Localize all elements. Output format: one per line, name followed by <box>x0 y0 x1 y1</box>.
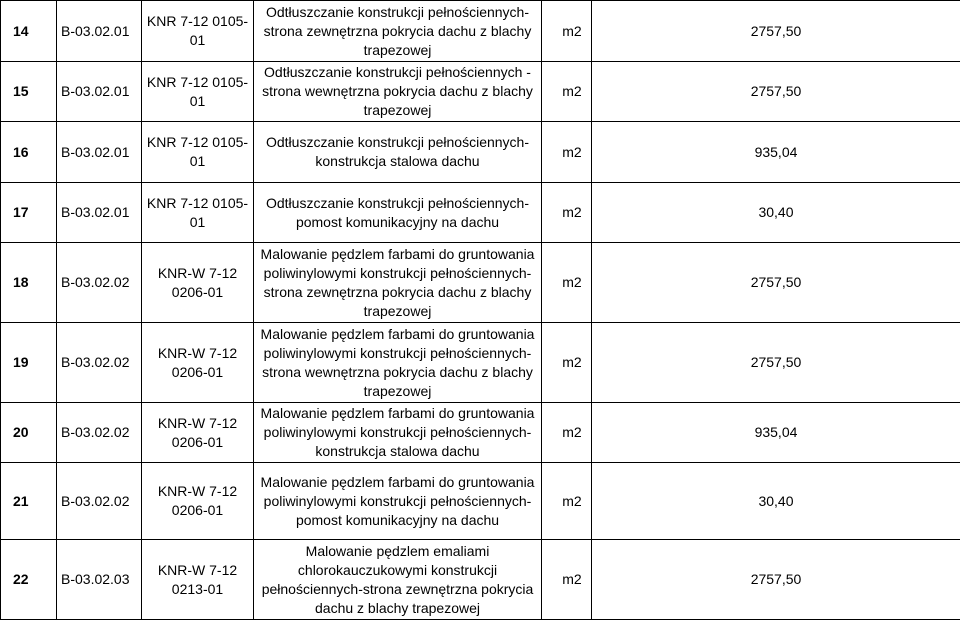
quantity: 2757,50 <box>592 62 960 122</box>
unit: m2 <box>542 62 592 122</box>
catalog-ref: KNR-W 7-12 0213-01 <box>142 540 254 620</box>
unit: m2 <box>542 463 592 540</box>
quantity: 2757,50 <box>592 1 960 62</box>
row-number: 22 <box>1 540 57 620</box>
catalog-ref: KNR 7-12 0105-01 <box>142 122 254 183</box>
table-row <box>1 463 960 540</box>
spec-code: B-03.02.02 <box>57 403 142 463</box>
unit: m2 <box>542 183 592 243</box>
work-description: Malowanie pędzlem farbami do gruntowania poliwinylowymi konstrukcji pełnościennych-konstrukcja stalowa dachu <box>254 403 542 463</box>
spec-code: B-03.02.01 <box>57 122 142 183</box>
spec-code: B-03.02.02 <box>57 323 142 403</box>
table-row <box>1 540 960 620</box>
unit: m2 <box>542 403 592 463</box>
spec-code: B-03.02.02 <box>57 463 142 540</box>
row-number: 18 <box>1 243 57 323</box>
row-number: 14 <box>1 1 57 62</box>
unit: m2 <box>542 243 592 323</box>
quantity: 30,40 <box>592 463 960 540</box>
work-description: Malowanie pędzlem emaliami chlorokauczukowymi konstrukcji pełnościennych-strona zewnętrzna pokrycia dachu z blachy trapezowej <box>254 540 542 620</box>
spec-code: B-03.02.01 <box>57 1 142 62</box>
catalog-ref: KNR 7-12 0105-01 <box>142 62 254 122</box>
catalog-ref: KNR-W 7-12 0206-01 <box>142 323 254 403</box>
spec-code: B-03.02.02 <box>57 243 142 323</box>
row-number: 16 <box>1 122 57 183</box>
unit: m2 <box>542 323 592 403</box>
row-number: 20 <box>1 403 57 463</box>
table-row <box>1 1 960 62</box>
work-description: Odtłuszczanie konstrukcji pełnościennych - strona wewnętrzna pokrycia dachu z blachy trapezowej <box>254 62 542 122</box>
quantity: 30,40 <box>592 183 960 243</box>
table-row <box>1 323 960 403</box>
spec-code: B-03.02.01 <box>57 62 142 122</box>
row-number: 15 <box>1 62 57 122</box>
table-row <box>1 122 960 183</box>
spec-code: B-03.02.01 <box>57 183 142 243</box>
work-description: Odtłuszczanie konstrukcji pełnościennych-konstrukcja stalowa dachu <box>254 122 542 183</box>
catalog-ref: KNR 7-12 0105-01 <box>142 1 254 62</box>
quantity: 935,04 <box>592 403 960 463</box>
work-description: Malowanie pędzlem farbami do gruntowania poliwinylowymi konstrukcji pełnościennych-pomost komunikacyjny na dachu <box>254 463 542 540</box>
work-description: Malowanie pędzlem farbami do gruntowania poliwinylowymi konstrukcji pełnościennych-strona zewnętrzna pokrycia dachu z blachy trapezowej <box>254 243 542 323</box>
quantity: 2757,50 <box>592 323 960 403</box>
catalog-ref: KNR 7-12 0105-01 <box>142 183 254 243</box>
table-row <box>1 183 960 243</box>
work-description: Malowanie pędzlem farbami do gruntowania poliwinylowymi konstrukcji pełnościennych-strona wewnętrzna pokrycia dachu z blachy trapezowej <box>254 323 542 403</box>
quantity: 2757,50 <box>592 540 960 620</box>
work-description: Odtłuszczanie konstrukcji pełnościennych-pomost komunikacyjny na dachu <box>254 183 542 243</box>
work-description: Odtłuszczanie konstrukcji pełnościennych-strona zewnętrzna pokrycia dachu z blachy trapezowej <box>254 1 542 62</box>
table-row <box>1 243 960 323</box>
catalog-ref: KNR-W 7-12 0206-01 <box>142 243 254 323</box>
row-number: 17 <box>1 183 57 243</box>
catalog-ref: KNR-W 7-12 0206-01 <box>142 463 254 540</box>
unit: m2 <box>542 122 592 183</box>
quantity: 2757,50 <box>592 243 960 323</box>
unit: m2 <box>542 1 592 62</box>
row-number: 19 <box>1 323 57 403</box>
unit: m2 <box>542 540 592 620</box>
quantity: 935,04 <box>592 122 960 183</box>
spec-code: B-03.02.03 <box>57 540 142 620</box>
table-row <box>1 62 960 122</box>
table-row <box>1 403 960 463</box>
row-number: 21 <box>1 463 57 540</box>
catalog-ref: KNR-W 7-12 0206-01 <box>142 403 254 463</box>
